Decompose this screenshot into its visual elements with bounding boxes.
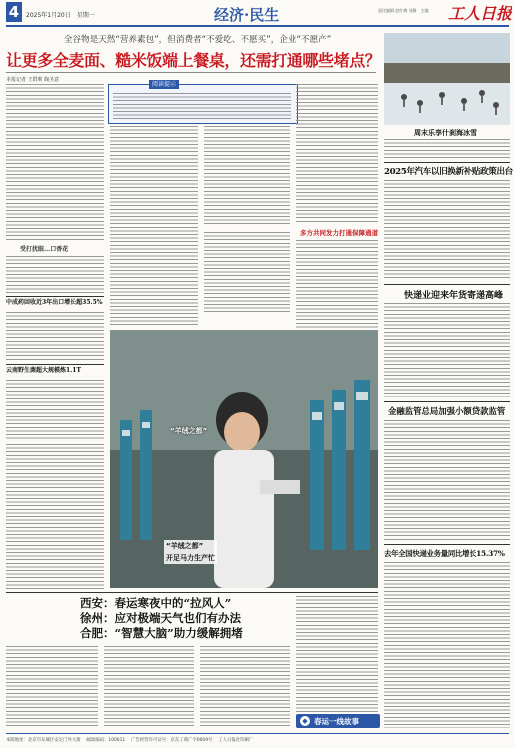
footer [6,736,509,746]
story-3-text [384,420,510,540]
bottom-text-col2 [104,646,194,728]
footer-rule [6,733,509,734]
newspaper-logo [446,1,512,23]
factory-photo [110,330,378,588]
page-number: 4 [6,2,22,22]
footer-item: 工人日报社印刷厂 [218,738,254,743]
masthead-rule [6,25,509,27]
lead-text-col4 [296,84,378,224]
photo-caption-box-2 [164,540,217,564]
top-right-photo [384,33,510,125]
lead-headline: 让更多全麦面、糙米饭端上餐桌，还需打通哪些堵点？ [6,51,381,70]
promo-box [296,714,380,728]
promo-icon: ◆ [300,716,310,726]
top-right-photo-caption: 周末乐享什刹海冰雪 [414,128,477,137]
story-4-text [384,562,510,728]
skating-photo-image [384,33,510,125]
photo-caption-line1b: “羊绒之都” [164,540,217,552]
brief-3-text [6,380,104,440]
photo-caption-line1: “羊绒之都” [170,427,208,435]
story-4-headline: 去年全国快递业务量同比增长15.37% [384,549,505,558]
lead-byline: 本报记者 王群莉 陶圣意 [6,77,60,83]
brief-1-title: 受打扰眼...口香花 [20,246,69,253]
story-2-text [384,303,510,397]
lead-text-col2 [110,126,198,326]
footer-item: 广告经营许可证号：京东工商广字0009号 [130,738,213,743]
top-right-caption-text [384,139,510,159]
divider [384,284,510,285]
lead-subhead: 多方共同发力打通保障通道 [300,229,378,237]
left-lower-text [6,444,104,590]
brief-1-text [6,256,104,294]
editor-note-text [113,93,291,120]
lead-rule [6,72,376,73]
story-1-text [384,180,510,280]
masthead [0,0,515,28]
divider [384,544,510,545]
brief-2-text [6,312,104,362]
lead-text-col3b [204,232,290,312]
divider [384,162,510,163]
editor-note-title: 阅读提示 [149,80,179,89]
section-title: 经济·民生 [214,6,280,24]
photo-caption-box [170,426,230,436]
lead-text-col4b [296,240,378,328]
bottom-headline-block [80,596,300,641]
lead-text-col3 [204,126,290,226]
factory-photo-image [110,330,378,588]
bottom-text-col4 [296,596,378,712]
bottom-headline-2: 徐州：应对极端天气也们有办法 [80,611,241,625]
divider [384,401,510,402]
footer-item: 本版地址：北京市东城区安定门外大街 [6,738,81,743]
logo [446,1,512,23]
bottom-text-col3 [200,646,290,728]
bottom-rule [6,592,378,593]
svg-text:工人日报: 工人日报 [448,4,512,23]
story-1-headline: 2025年汽车以旧换新补贴政策出台 [384,167,513,177]
brief-3-headline: 云南野生菌超大规模炼1.1T [6,367,81,374]
brief-2-headline: 中成药回收近3年出口增长超35.5% [6,299,103,306]
lead-kicker: 全谷物是天然“营养素包”，但消费者“不爱吃、不愿买”，企业“不愿产” [63,35,332,45]
editor-line: 责任编辑 赵红梅 刘静 主编 [378,8,429,13]
bottom-headline-3: 合肥：“智慧大脑”助力缓解拥堵 [80,626,243,640]
footer-item: 邮政编码：100011 [86,738,126,743]
photo-caption-line2: 开足马力生产忙 [166,554,215,562]
story-2-headline: 快递业迎来年货寄递高峰 [404,291,504,301]
lead-text-col1 [6,84,104,240]
bottom-headline-1: 西安：春运寒夜中的“拉风人” [80,596,232,610]
date: 2025年1月20日 星期一 [26,12,95,19]
story-3-headline: 金融监管总局加强小额贷款监管 [388,406,506,416]
editor-note-box [108,81,298,124]
promo-label: 春运一线故事 [314,717,359,726]
bottom-text-col1 [6,646,98,728]
divider [6,296,104,297]
divider [6,364,104,365]
